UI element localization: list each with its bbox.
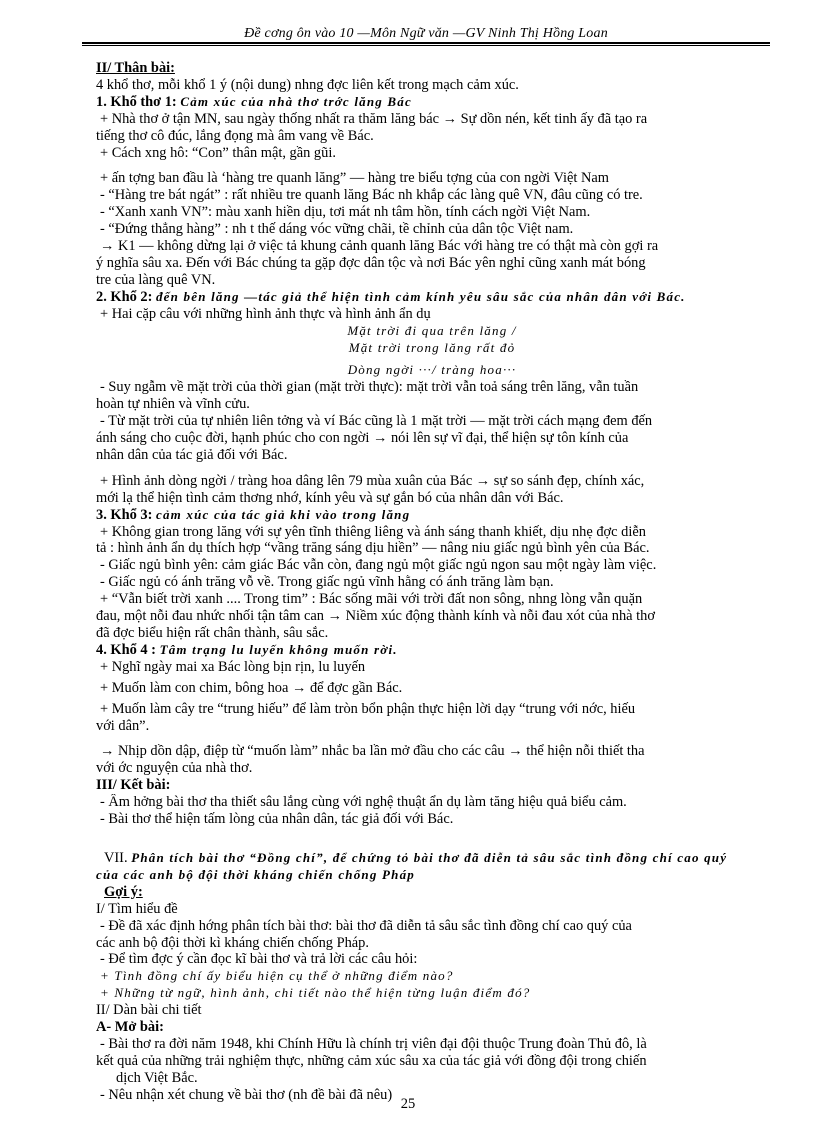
section-heading: II/ Thân bài: [96,60,175,76]
question-title: Phân tích bài thơ “Đồng chí”, để chứng tỏ bài thơ đã diễn tả sâu sắc tình đồng chí cao quý [131,849,728,865]
stanza-label: 2. Khổ 2: [96,288,153,305]
poem-line: Dòng ngời ···/ tràng hoa··· [347,362,517,378]
paragraph-line: + Hai cặp câu với những hình ảnh thực và hình ảnh ẩn dụ [100,305,431,322]
poem-line: Mặt trời trong lăng rất đỏ [348,339,516,355]
paragraph-line: + Những từ ngữ, hình ảnh, chi tiết nào thể hiện từng luận điểm đó? [100,985,531,1001]
question-title-cont: của các anh bộ đội thời kháng chiến chống Pháp [96,866,415,882]
question-heading [96,850,768,867]
paragraph-line: - Giấc ngủ có ánh trăng vỗ về. Trong giấc ngủ vĩnh hằng có ánh trăng làm bạn. [100,574,554,591]
paragraph-line: kết quả của những trải nghiệm thực, những cảm xúc sâu xa của tác giả với đồng đội trong chiến [96,1052,647,1069]
paragraph-line: - Âm hởng bài thơ tha thiết sâu lắng cùng với nghệ thuật ẩn dụ làm tăng hiệu quả biểu cảm. [100,794,627,811]
header-rule-thin [82,45,770,46]
document-body [96,60,768,1104]
paragraph-line: hoàn tự nhiên và vĩnh cửu. [96,396,250,413]
stanza-heading [96,507,768,524]
paragraph-line: → K1 — không dừng lại ở việc tả khung cảnh quanh lăng Bác với hàng tre có thật mà còn gợi ra [100,238,659,255]
paragraph-line: - “Đứng thẳng hàng” : nh t thế dáng vóc vững chãi, tề chỉnh của dân tộc Việt nam. [100,221,574,238]
question-number: VII. [104,849,128,866]
stanza-label: 4. Khổ 4 : [96,641,156,658]
paragraph-line: nhân dân của tác giả đối với Bác. [96,446,288,463]
stanza-title: đến bên lăng —tác giả thể hiện tình cảm kính yêu sâu sắc của nhân dân với Bác. [155,288,686,304]
paragraph-line: đau, một nỗi đau nhức nhối tận tâm can → Niềm xúc động thành kính và nỗi đau xót của nhà thơ [96,608,655,625]
paragraph-line: - Nêu nhận xét chung về bài thơ (nh đề bài đã nêu) [100,1086,393,1103]
paragraph-line: tả : hình ảnh ẩn dụ thích hợp “vầng trăng sáng dịu hiền” — nâng niu giấc ngủ bình yên của Bác. [96,540,650,557]
poem-line: Mặt trời đi qua trên lăng / [347,322,517,338]
paragraph-line: → Nhịp dồn dập, điệp từ “muốn làm” nhắc ba lần mở đầu cho các câu → thể hiện nỗi thiết tha [100,743,645,760]
paragraph-line: - Để tìm đợc ý cần đọc kĩ bài thơ và trả lời các câu hỏi: [100,951,418,968]
stanza-heading [96,642,768,659]
paragraph-line: II/ Dàn bài chi tiết [96,1002,202,1019]
paragraph-line: - Giấc ngủ bình yên: cảm giác Bác vẫn còn, đang ngủ một giấc ngủ ngon sau một ngày làm việc. [100,557,657,574]
stanza-title: Cảm xúc của nhà thơ trớc lăng Bác [180,93,412,109]
paragraph-line: + Tình đồng chí ấy biểu hiện cụ thể ở những điểm nào? [100,968,454,984]
section-heading: III/ Kết bài: [96,777,171,794]
paragraph-line: I/ Tìm hiểu đề [96,900,178,917]
paragraph-line: - Suy ngẫm về mặt trời của thời gian (mặt trời thực): mặt trời vẫn toả sáng trên lăng, vẫn tuần [100,379,639,396]
paragraph-line: + Muốn làm cây tre “trung hiếu” để làm tròn bổn phận thực hiện lời dạy “trung với nớc, hiếu [100,700,636,717]
stanza-title: cảm xúc của tác giả khi vào trong lăng [155,506,411,522]
stanza-title: Tâm trạng lu luyến không muốn rời. [159,641,398,657]
stanza-heading [96,289,768,306]
hint-heading: Gợi ý: [104,883,143,900]
paragraph-line: + Cách xng hô: “Con” thân mật, gần gũi. [100,144,336,161]
paragraph-line: - “Xanh xanh VN”: màu xanh hiền dịu, tơi mát nh tâm hồn, tính cách ngời Việt Nam. [100,204,591,221]
paragraph-line: + Nghĩ ngày mai xa Bác lòng bịn rịn, lu luyến [100,658,366,675]
paragraph-line: tiếng thơ cô đúc, lắng đọng mà âm vang về Bác. [96,127,374,144]
paragraph-line: - Đề đã xác định hớng phân tích bài thơ: bài thơ đã diễn tả sâu sắc tình đồng chí cao quý của [100,917,632,934]
paragraph-line: tre của làng quê VN. [96,271,216,288]
paragraph-line: mới lạ thể hiện tình cảm thơng nhớ, kính yêu và sự gắn bó của nhân dân với Bác. [96,489,564,506]
paragraph-line: + Hình ảnh dòng ngời / tràng hoa dâng lên 79 mùa xuân của Bác → sự so sánh đẹp, chính xác, [100,472,645,489]
paragraph-line: + “Vẫn biết trời xanh .... Trong tim” : Bác sống mãi với trời đất non sông, nhng lòng vẫn quặn [100,591,643,608]
paragraph-line: + Nhà thơ ở tận MN, sau ngày thống nhất ra thăm lăng bác → Sự dồn nén, kết tinh ấy đã tạo ra [100,110,648,127]
paragraph-line: - Bài thơ thể hiện tấm lòng của nhân dân, tác giả đối với Bác. [100,811,454,828]
paragraph-line: các anh bộ đội thời kì kháng chiến chống Pháp. [96,934,369,951]
paragraph-line: - Bài thơ ra đời năm 1948, khi Chính Hữu là chính trị viên đại đội thuộc Trung đoàn Thủ đô, là [100,1035,647,1052]
paragraph-line: ánh sáng cho cuộc đời, hạnh phúc cho con ngời → nói lên sự vĩ đại, thể hiện sự tôn kính của [96,430,629,447]
paragraph-line: + Không gian trong lăng với sự yên tĩnh thiêng liêng và ánh sáng thanh khiết, dịu nhẹ đợc diễn [100,523,646,540]
paragraph-line: ý nghĩa sâu xa. Đến với Bác chúng ta gặp đợc dân tộc và nơi Bác yên nghỉ cũng xanh mát bóng [96,254,646,271]
paragraph-line: + ấn tợng ban đầu là ‘hàng tre quanh lăng” — hàng tre biểu tợng của con ngời Việt Nam [100,170,609,187]
paragraph-line: 4 khổ thơ, mỗi khổ 1 ý (nội dung) nhng đợc liên kết trong mạch cảm xúc. [96,76,519,93]
paragraph-line: đã đợc biểu hiện rất chân thành, sâu sắc. [96,625,329,641]
stanza-label: 3. Khổ 3: [96,506,153,523]
page-header: Đề cơng ôn vào 10 —Môn Ngữ văn —GV Ninh Thị Hồng Loan [244,26,608,41]
paragraph-line: + Muốn làm con chim, bông hoa → để đợc gần Bác. [100,679,403,696]
paragraph-line: - “Hàng tre bát ngát” : rất nhiều tre quanh lăng Bác nh khắp các làng quê VN, đâu cũng có tre. [100,187,643,204]
page-number: 25 [400,1096,416,1112]
paragraph-line: với dân”. [96,717,150,734]
header-rule [82,42,770,44]
stanza-heading [96,94,768,111]
section-heading: A- Mở bài: [96,1019,164,1036]
paragraph-line: với ớc nguyện của nhà thơ. [96,760,253,777]
paragraph-line: dịch Việt Bắc. [116,1069,198,1086]
paragraph-line: - Từ mặt trời của tự nhiên liên tởng và ví Bác cũng là 1 mặt trời — mặt trời cách mạng đem đến [100,413,653,430]
stanza-label: 1. Khổ thơ 1: [96,93,177,110]
